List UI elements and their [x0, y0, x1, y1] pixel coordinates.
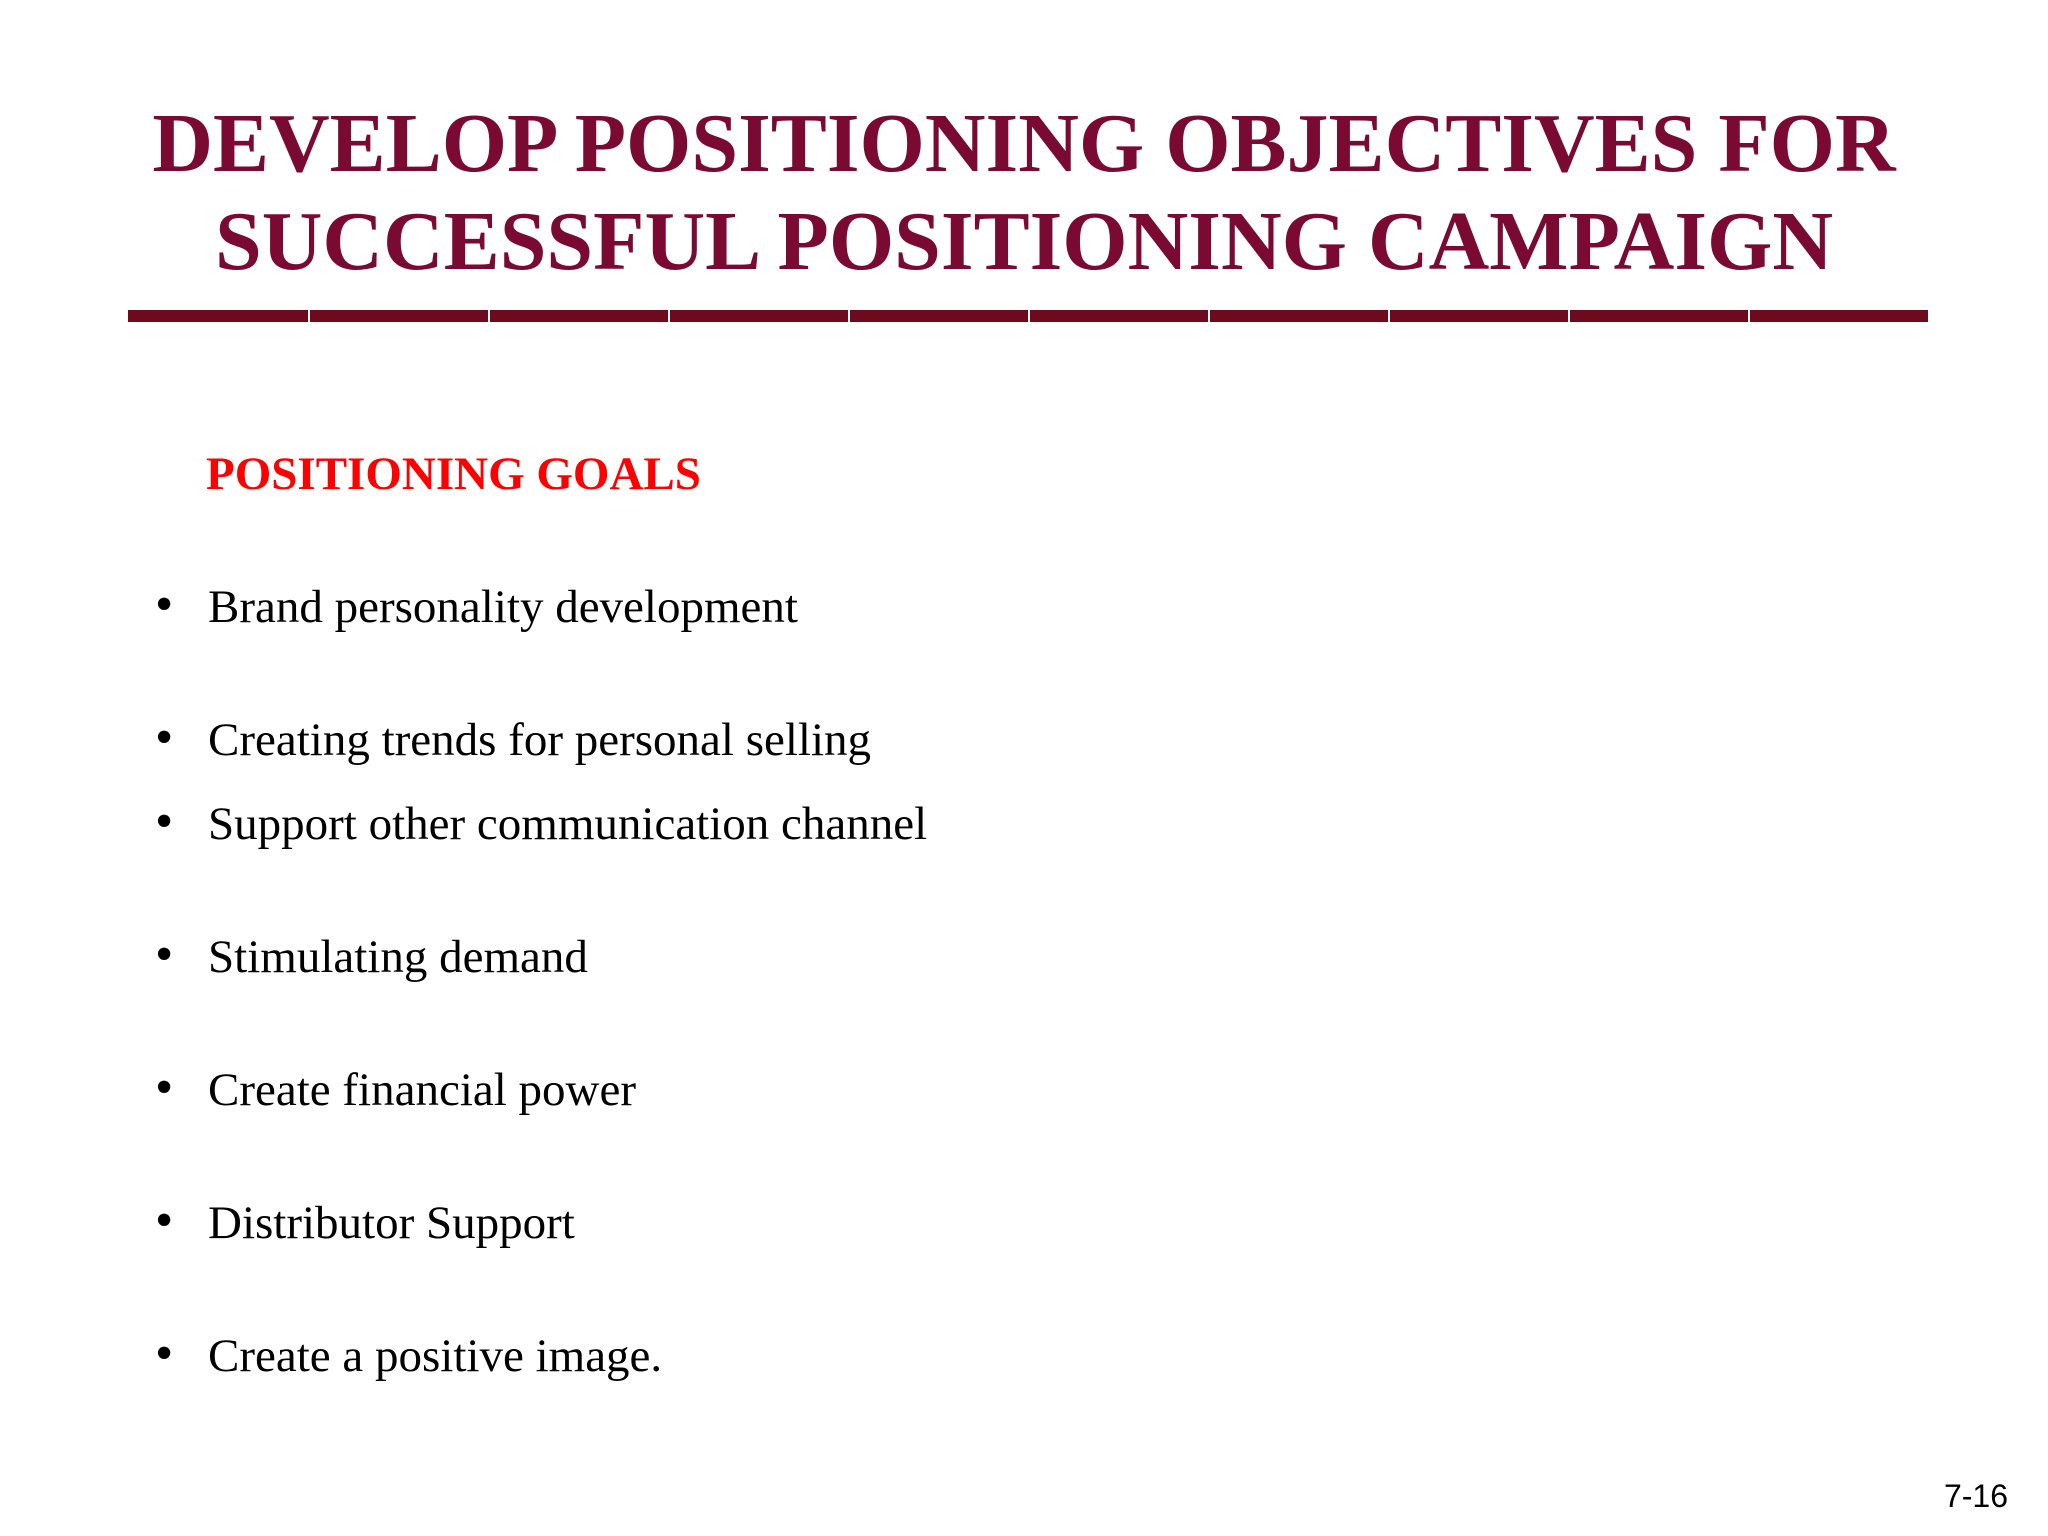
list-item-text: Create financial power: [208, 1064, 637, 1116]
bullet-icon: •: [155, 576, 174, 633]
list-item-text: Brand personality development: [208, 581, 798, 633]
rule-segment-gap: [308, 310, 310, 322]
list-item-text: Stimulating demand: [208, 931, 588, 983]
section-subheading: POSITIONING GOALS: [206, 448, 701, 500]
list-item-text: Support other communication channel: [208, 798, 928, 850]
bullet-icon: •: [155, 1059, 174, 1116]
rule-segment-gap: [488, 310, 490, 322]
list-item-text: Creating trends for personal selling: [208, 714, 872, 766]
slide-title: [0, 95, 2048, 291]
bullet-icon: •: [155, 1192, 174, 1249]
title-divider-rule: [128, 310, 1928, 322]
rule-segment-gap: [1208, 310, 1210, 322]
slide-title-line-1: DEVELOP POSITIONING OBJECTIVES FOR: [152, 97, 1896, 190]
rule-segment-gap: [668, 310, 670, 322]
bullet-icon: •: [155, 1325, 174, 1382]
slide-title-line-2: SUCCESSFUL POSITIONING CAMPAIGN: [214, 195, 1834, 288]
rule-segment-gap: [1028, 310, 1030, 322]
rule-segment-gap: [1388, 310, 1390, 322]
bullet-icon: •: [155, 793, 174, 850]
list-item-text: Create a positive image.: [208, 1330, 663, 1382]
rule-segment-gap: [1748, 310, 1750, 322]
slide-number: 7-16: [1943, 1478, 2008, 1514]
bullet-icon: •: [155, 926, 174, 983]
rule-segment-gap: [1568, 310, 1570, 322]
bullet-icon: •: [155, 709, 174, 766]
list-item-text: Distributor Support: [208, 1197, 575, 1249]
rule-segment-gap: [848, 310, 850, 322]
